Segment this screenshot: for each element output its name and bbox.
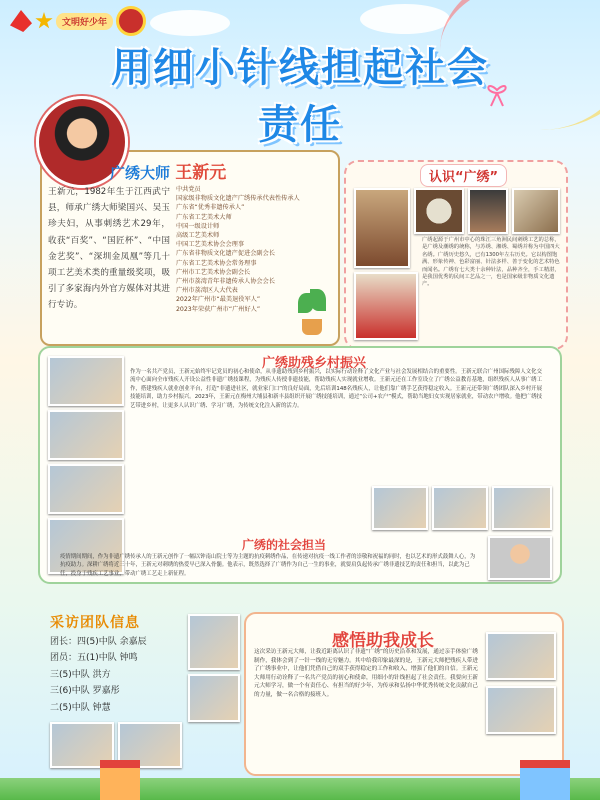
social-text: 疫情期间期间，作为非遗广绣传承人的王新元创作了一幅以钟南山院士等为主题的抗疫刺绣作品，在传递对抗疫一线工作者的崇敬和祝福的同时，也以艺术的形式鼓舞人心，为抗疫助力。深耕广绣将近三十年，王新元对刺绣的热爱早已深入骨髓。他表示，既然选择了广绣作为自己一生的事业，就要肩负起传承广绣非遗技艺的责任和担当，以此为己任，投身于残疾工艺事业，带动广绣工艺走上新征程。 [60, 554, 476, 577]
feel-title: 感悟助我成长 [332, 631, 434, 651]
activity-photo [48, 356, 124, 406]
activity-photo [492, 486, 552, 530]
cloud [150, 10, 230, 36]
team-member: 二(5)中队 钟慧 [50, 702, 111, 713]
team-member: 团长：四(5)中队 余嘉辰 [50, 637, 147, 647]
emblem-icon [116, 6, 146, 36]
school-badge [10, 6, 146, 36]
master-bio: 王新元，1982年生于江西武宁县，师承广绣大师梁国兴、吴玉珍夫妇，从事刺绣艺术29年，收获“百奖”、“国匠杯”、“中国金艺奖”、“深圳金凤凰”等几十项工艺美术类的重量级奖项，吸引了多家海内外官方媒体对其进行专访。 [48, 187, 170, 311]
social-title: 广绣的社会担当 [242, 538, 327, 552]
master-heading [110, 158, 226, 183]
activity-photo [372, 486, 428, 530]
embroidery-photo [414, 188, 464, 234]
know-title: 认识“广绣” [420, 164, 507, 187]
rural-text: 作为一名共产党员，王新元始终牢记党员的初心和使命，从非遗助残到乡村振兴，以实际行动诠释了文化产业与社会发展相结合的重要性。王新元联合广州国际残障人文化交流中心面向全市残疾人开设公益性非遗广绣技课程，为残疾人传授非遗技能，帮助残疾人实现就业增收。王新元还在工作室设立了广绣公益教育基地，组织残疾人从事广绣工作，搭建残疾人就业创业平台，打造“非遗进社区，就业家门口”的良好局面，先后培训148名残疾人，让他们靠广绣手艺获得稳定收入。王新元还带领广绣团队深入乡村开展技能培训，助力乡村振兴。2023年，王新元在梅州大埔县和新丰县组织开展广绣技能培训，通过“公司+农户”模式，帮助当地妇女实现居家就业，带动农户增收。他把广绣技艺带进乡村，让更多人认识广绣、学习广绣，为传统文化注入新的活力。 [130, 369, 542, 409]
team-member: 团员：五(1)中队 钟鸣 [50, 653, 138, 664]
honor-item: 国家级非物质文化遗产广绣传承代表性传承人 [176, 195, 300, 203]
embroidery-photo [354, 188, 410, 268]
interview-photo [486, 686, 556, 734]
honor-item: 2023年荣获广州市“广州好人” [176, 305, 261, 313]
know-text: 广绣起源于广州市中心的珠江三角洲民间刺绣工艺的总称，是广绣及潮绣的统称，与苏绣、湘绣、蜀绣并称为中国四大名绣。广绣历史悠久，已有1300年左右历史。它以构图饱满、形象传神、色彩富丽、针法多样、善于变化的艺术特色而闻名。广绣有七大类十余种针法，品种齐全，手工精湛，是我国优秀的民间工艺品之一，也是国家级非物质文化遗产。 [422, 237, 560, 288]
honor-item: 广州市荔湾青年非遗传承人协会会长 [176, 278, 275, 286]
artwork-photo [488, 536, 552, 580]
house-decoration [100, 760, 140, 800]
honor-item: 广州市荔湾区人大代表 [176, 287, 238, 295]
team-member: 三(5)中队 洪方 [50, 669, 111, 680]
cloud [360, 4, 450, 34]
honor-item: 广东省工艺美术协会常务理事 [176, 259, 257, 267]
embroidery-photo [468, 188, 508, 234]
house-decoration [520, 760, 570, 800]
activity-photo [48, 464, 124, 514]
honor-item: 中共党员 [176, 186, 201, 193]
embroidery-photo [512, 188, 560, 234]
master-section-title: 广绣大师 [110, 164, 171, 182]
page-title: 用细小针线担起社会责任 [111, 45, 489, 148]
embroidery-photo [354, 272, 418, 340]
team-list [50, 634, 190, 716]
honor-item: 广东省工艺美术大师 [176, 213, 232, 221]
team-title: 采访团队信息 [50, 615, 140, 631]
potted-plant-icon [292, 285, 332, 335]
activity-photo [432, 486, 488, 530]
team-photo [188, 614, 240, 670]
honor-item: 高级工艺美术师 [176, 232, 220, 240]
honor-item: 2022年广州市“最美退役军人” [176, 296, 261, 304]
honor-item: 中国工艺美术协会会理事 [176, 241, 245, 249]
master-name: 王新元 [175, 163, 227, 183]
activity-photo [48, 410, 124, 460]
star-icon [35, 12, 53, 30]
team-photo [188, 674, 240, 722]
honor-item: 广州市工艺美术协会副会长 [176, 268, 251, 276]
ribbon-bow-icon [482, 78, 512, 108]
leaf [310, 289, 326, 311]
badge-text: 文明好少年 [56, 13, 113, 30]
grass-decoration [0, 778, 600, 800]
honor-item: 广东省“优秀非遗传承人” [176, 204, 245, 212]
rural-title: 广绣助残乡村振兴 [262, 356, 367, 371]
flame-icon [10, 10, 32, 32]
team-member: 三(6)中队 罗嘉彤 [50, 686, 120, 697]
honor-item: 中国一级设计师 [176, 222, 220, 230]
honor-item: 广东省非物质文化遗产促进会副会长 [176, 250, 275, 258]
pot [302, 319, 322, 335]
interview-photo [486, 632, 556, 680]
feel-text: 这次采访王新元大师，让我近距离认识了非遗“广绣”的历史沿革和发展，通过亲手体验广绣制作，我体会到了一针一线的无穷魅力。其中给我印象最深的是，王新元大师把残疾人带进了广绣事业中，让他们凭借自己的双手获得稳定的工作和收入，增强了他们的自信。王新元大师用行动诠释了一名共产党员的初心和使命，用细小的针线担起了社会责任。我要向王新元大师学习，做一个有责任心、有担当的好少年，为传承和弘扬中华优秀传统文化贡献自己的力量，做一名合格的接班人。 [254, 649, 478, 698]
